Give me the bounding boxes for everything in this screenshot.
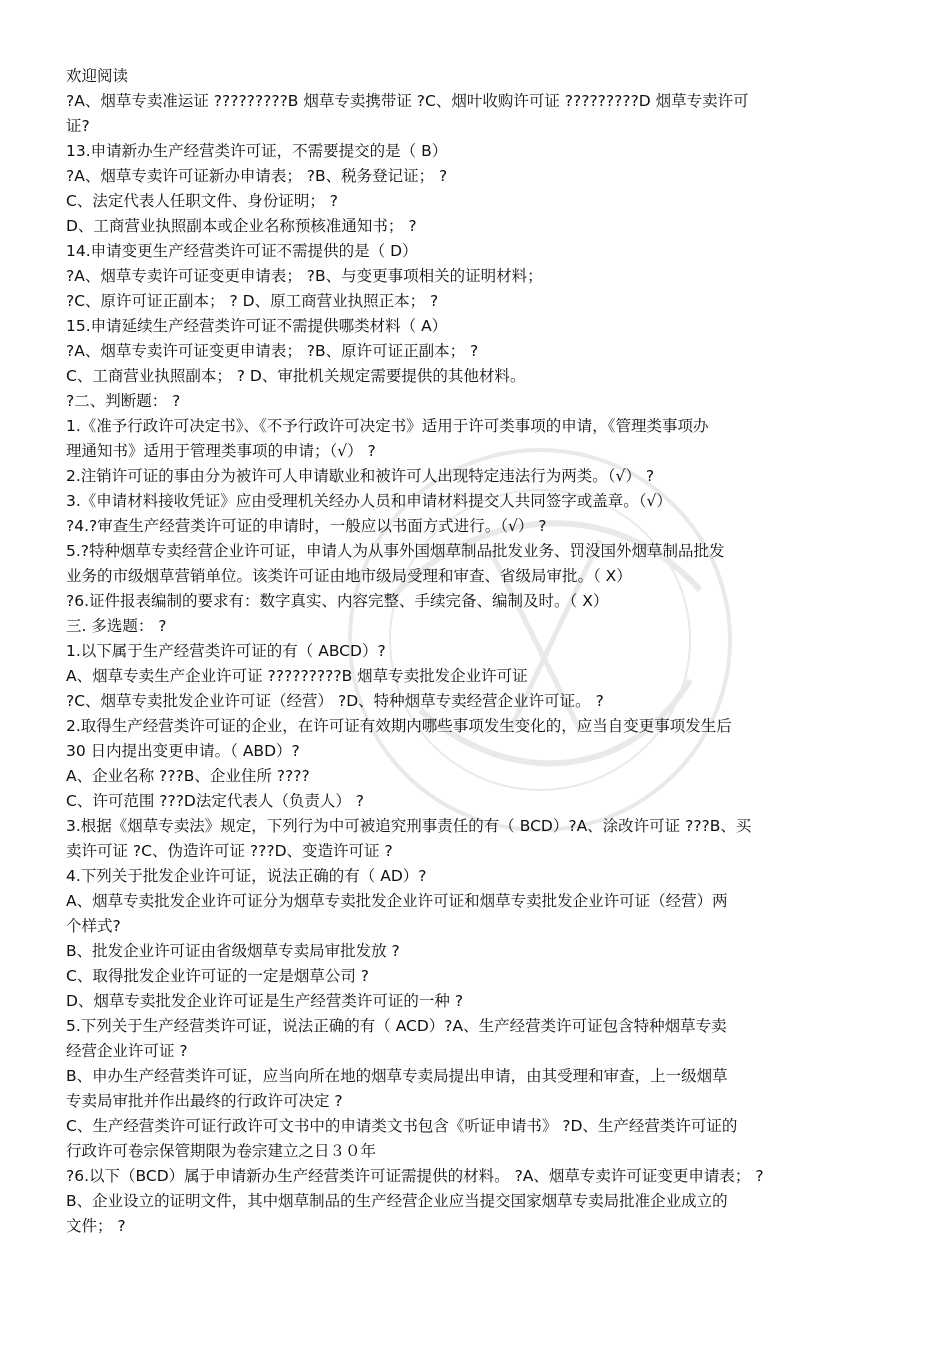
text-line: ?4.?审查生产经营类许可证的申请时，一般应以书面方式进行。（√） ? <box>66 517 547 535</box>
text-line: A、烟草专卖批发企业许可证分为烟草专卖批发企业许可证和烟草专卖批发企业许可证（经营）两 <box>66 892 728 910</box>
text-line: 5.下列关于生产经营类许可证，说法正确的有（ ACD）?A、生产经营类许可证包含特种烟草专卖 <box>66 1017 727 1035</box>
text-line: ?A、烟草专卖准运证 ?????????B 烟草专卖携带证 ?C、烟叶收购许可证 ?????????D 烟草专卖许可 <box>66 92 749 110</box>
text-line: 3.《申请材料接收凭证》应由受理机关经办人员和申请材料提交人共同签字或盖章。（√） <box>66 492 672 510</box>
text-line: 30 日内提出变更申请。（ ABD）? <box>66 742 300 760</box>
text-line: 13.申请新办生产经营类许可证，不需要提交的是（ B） <box>66 142 448 160</box>
text-line: 卖许可证 ?C、伪造许可证 ???D、变造许可证 ? <box>66 842 393 860</box>
text-line: B、企业设立的证明文件，其中烟草制品的生产经营企业应当提交国家烟草专卖局批准企业成立的 <box>66 1192 728 1210</box>
text-line: ?A、烟草专卖许可证新办申请表； ?B、税务登记证； ? <box>66 167 448 185</box>
text-line: ?6.以下（BCD）属于申请新办生产经营类许可证需提供的材料。 ?A、烟草专卖许可证变更申请表； ? <box>66 1167 764 1185</box>
text-line: C、取得批发企业许可证的一定是烟草公司 ? <box>66 967 369 985</box>
text-line: 15.申请延续生产经营类许可证不需提供哪类材料（ A） <box>66 317 448 335</box>
text-line: 2.取得生产经营类许可证的企业，在许可证有效期内哪些事项发生变化的，应当自变更事项发生后 <box>66 717 732 735</box>
text-line: D、工商营业执照副本或企业名称预核准通知书； ? <box>66 217 417 235</box>
text-line: C、法定代表人任职文件、身份证明； ? <box>66 192 338 210</box>
text-line: C、工商营业执照副本； ? D、审批机关规定需要提供的其他材料。 <box>66 367 526 385</box>
text-line: 1.《准予行政许可决定书》、《不予行政许可决定书》适用于许可类事项的申请，《管理类事项办 <box>66 417 709 435</box>
text-line: 专卖局审批并作出最终的行政许可决定 ? <box>66 1092 343 1110</box>
text-line: 欢迎阅读 <box>66 67 129 85</box>
text-line: 3.根据《烟草专卖法》规定，下列行为中可被追究刑事责任的有（ BCD）?A、涂改许可证 ???B、买 <box>66 817 752 835</box>
text-line: B、批发企业许可证由省级烟草专卖局审批发放 ? <box>66 942 400 960</box>
text-line: 5.?特种烟草专卖经营企业许可证，申请人为从事外国烟草制品批发业务、罚没国外烟草制品批发 <box>66 542 725 560</box>
text-line: ?C、原许可证正副本； ? D、原工商营业执照正本； ? <box>66 292 439 310</box>
text-line: ?C、烟草专卖批发企业许可证（经营） ?D、特种烟草专卖经营企业许可证。 ? <box>66 692 604 710</box>
text-line: C、许可范围 ???D法定代表人（负责人） ? <box>66 792 365 810</box>
text-line: ?A、烟草专卖许可证变更申请表； ?B、与变更事项相关的证明材料； <box>66 267 543 285</box>
text-line: 三. 多选题： ? <box>66 617 167 635</box>
text-line: B、申办生产经营类许可证，应当向所在地的烟草专卖局提出申请，由其受理和审查，上一级烟草 <box>66 1067 728 1085</box>
text-line: 14.申请变更生产经营类许可证不需提供的是（ D） <box>66 242 418 260</box>
text-line: ?A、烟草专卖许可证变更申请表； ?B、原许可证正副本； ? <box>66 342 479 360</box>
text-line: 理通知书》适用于管理类事项的申请；（√） ? <box>66 442 376 460</box>
text-line: 2.注销许可证的事由分为被许可人申请歇业和被许可人出现特定违法行为两类。（√） ? <box>66 467 655 485</box>
text-line: 文件； ? <box>66 1217 126 1235</box>
text-line: ?二、判断题： ? <box>66 392 181 410</box>
text-line: A、企业名称 ???B、企业住所 ???? <box>66 767 310 785</box>
text-line: ?6.证件报表编制的要求有：数字真实、内容完整、手续完备、编制及时。（ X） <box>66 592 609 610</box>
text-line: 业务的市级烟草营销单位。该类许可证由地市级局受理和审查、省级局审批。（ X） <box>66 567 632 585</box>
document-body <box>66 64 886 1239</box>
text-line: A、烟草专卖生产企业许可证 ?????????B 烟草专卖批发企业许可证 <box>66 667 528 685</box>
text-line: 4.下列关于批发企业许可证，说法正确的有（ AD）? <box>66 867 427 885</box>
text-line: C、生产经营类许可证行政许可文书中的申请类文书包含《听证申请书》 ?D、生产经营类许可证的 <box>66 1117 738 1135</box>
text-line: 行政许可卷宗保管期限为卷宗建立之日３０年 <box>66 1142 377 1160</box>
text-line: D、烟草专卖批发企业许可证是生产经营类许可证的一种 ? <box>66 992 464 1010</box>
text-line: 个样式? <box>66 917 121 935</box>
text-line: 经营企业许可证 ? <box>66 1042 188 1060</box>
text-line: 证? <box>66 117 90 135</box>
text-line: 1.以下属于生产经营类许可证的有（ ABCD）? <box>66 642 386 660</box>
